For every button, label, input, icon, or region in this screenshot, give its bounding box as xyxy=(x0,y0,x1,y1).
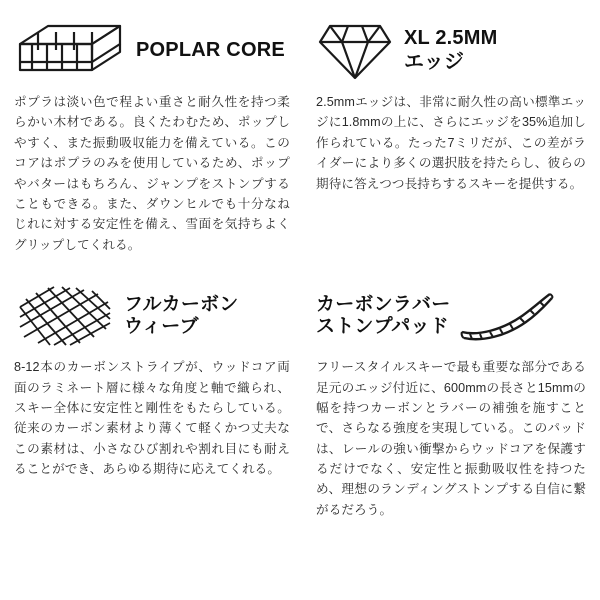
feature-title-line-1: カーボンラバー xyxy=(316,293,451,315)
feature-section-full-carbon-weave xyxy=(14,279,290,526)
feature-title-line-1: フルカーボン xyxy=(124,293,239,315)
feature-header xyxy=(316,279,586,353)
feature-section-xl-edge xyxy=(310,14,586,261)
curved-stomp-pad-icon xyxy=(458,288,554,344)
feature-title-line-1: XL 2.5MM xyxy=(404,27,498,50)
feature-title-line-2: ウィーブ xyxy=(124,316,199,338)
feature-title-line-2: ストンプパッド xyxy=(316,316,449,338)
feature-body: フリースタイルスキーで最も重要な部分である足元のエッジ付近に、600mmの長さと15mmの幅を持つカーボンとラバーの補強を施すことで、さらなる強度を実現している。このパッドは、レールの強い衝撃からウッドコアを保護するだけでなく、安定性と振動吸収性を持つため、理想のランディングストンプする自信に繋がるだろう。 xyxy=(316,360,586,517)
feature-title: POPLAR CORE xyxy=(136,39,285,62)
feature-title xyxy=(404,27,497,74)
diamond-icon xyxy=(316,16,394,86)
feature-body: 8-12本のカーボンストライプが、ウッドコア両面のラミネート層に様々な角度と軸で織られ、スキー全体に安定性と剛性をもたらしている。従来のカーボン素材より薄くて軽くかつ丈夫なこの素材は、小さなひび割れや割れ目にも耐えることができ、あらゆる期待に応えてくれる。 xyxy=(14,360,290,477)
stacked-wood-blocks-icon xyxy=(14,18,126,84)
feature-body: 2.5mmエッジは、非常に耐久性の高い標準エッジに1.8mmの上に、さらにエッジを35%追加し作られている。たった7ミリだが、この差がライダーにより多くの選択肢を持たらし、彼らの期待に答えつつ長持ちするスキーを提供する。 xyxy=(316,95,586,191)
feature-header xyxy=(14,279,290,353)
feature-header xyxy=(316,14,586,88)
woven-mesh-icon xyxy=(14,285,114,347)
feature-title xyxy=(124,294,238,339)
feature-header xyxy=(14,14,290,88)
feature-title-line-2: エッジ xyxy=(404,51,465,73)
feature-body: ポプラは淡い色で程よい重さと耐久性を持つ柔らかい木材である。良くたわむため、ポップしやすく、また振動吸収能力を備えている。このコアはポプラのみを使用しているため、ポップやバターはもちろん、ジャンプをストンプすることもできる。また、ダウンヒルでも十分なねじれに対する安定性を備え、雪面を気持ちよくグリップしてくれる。 xyxy=(14,95,290,252)
feature-section-poplar-core xyxy=(14,14,290,261)
feature-title xyxy=(316,294,450,339)
feature-grid xyxy=(14,14,586,526)
feature-section-carbon-rubber-stomp-pad xyxy=(310,279,586,526)
